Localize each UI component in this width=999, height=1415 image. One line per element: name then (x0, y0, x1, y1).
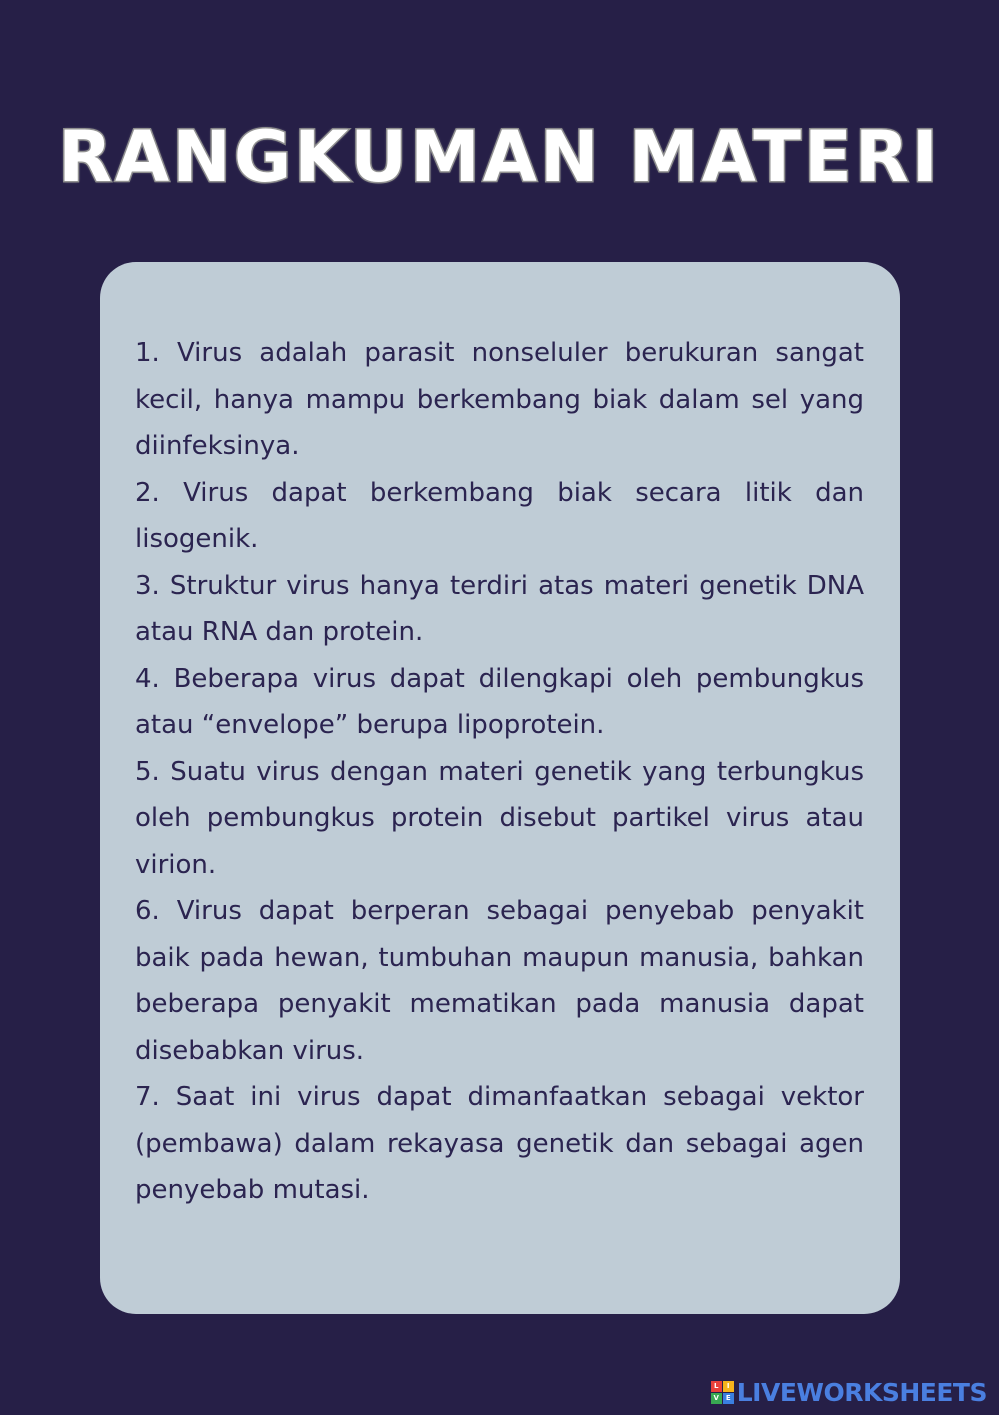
logo-letter-e: E (723, 1393, 734, 1404)
summary-item-5: 5. Suatu virus dengan materi genetik yang terbungkus oleh pembungkus protein disebut partikel virus atau virion. (135, 756, 864, 880)
summary-item-2: 2. Virus dapat berkembang biak secara litik dan lisogenik. (135, 477, 864, 554)
liveworksheets-logo-icon (711, 1381, 734, 1404)
logo-letter-l: L (711, 1381, 722, 1392)
watermark-text: LIVEWORKSHEETS (736, 1378, 987, 1407)
liveworksheets-watermark (711, 1378, 987, 1407)
summary-item-3: 3. Struktur virus hanya terdiri atas materi genetik DNA atau RNA dan protein. (135, 570, 864, 647)
logo-letter-v: V (711, 1393, 722, 1404)
summary-card (100, 262, 900, 1314)
summary-item-4: 4. Beberapa virus dapat dilengkapi oleh pembungkus atau “envelope” berupa lipoprotein. (135, 663, 864, 740)
summary-item-6: 6. Virus dapat berperan sebagai penyebab penyakit baik pada hewan, tumbuhan maupun manusia, bahkan beberapa penyakit mematikan pada manusia dapat disebabkan virus. (135, 896, 864, 1066)
logo-letter-i: I (723, 1381, 734, 1392)
page-title: RANGKUMAN MATERI (58, 116, 941, 198)
summary-item-7: 7. Saat ini virus dapat dimanfaatkan sebagai vektor (pembawa) dalam rekayasa genetik dan sebagai agen penyebab mutasi. (135, 1082, 864, 1205)
summary-item-1: 1. Virus adalah parasit nonseluler berukuran sangat kecil, hanya mampu berkembang biak dalam sel yang diinfeksinya. (135, 338, 864, 461)
